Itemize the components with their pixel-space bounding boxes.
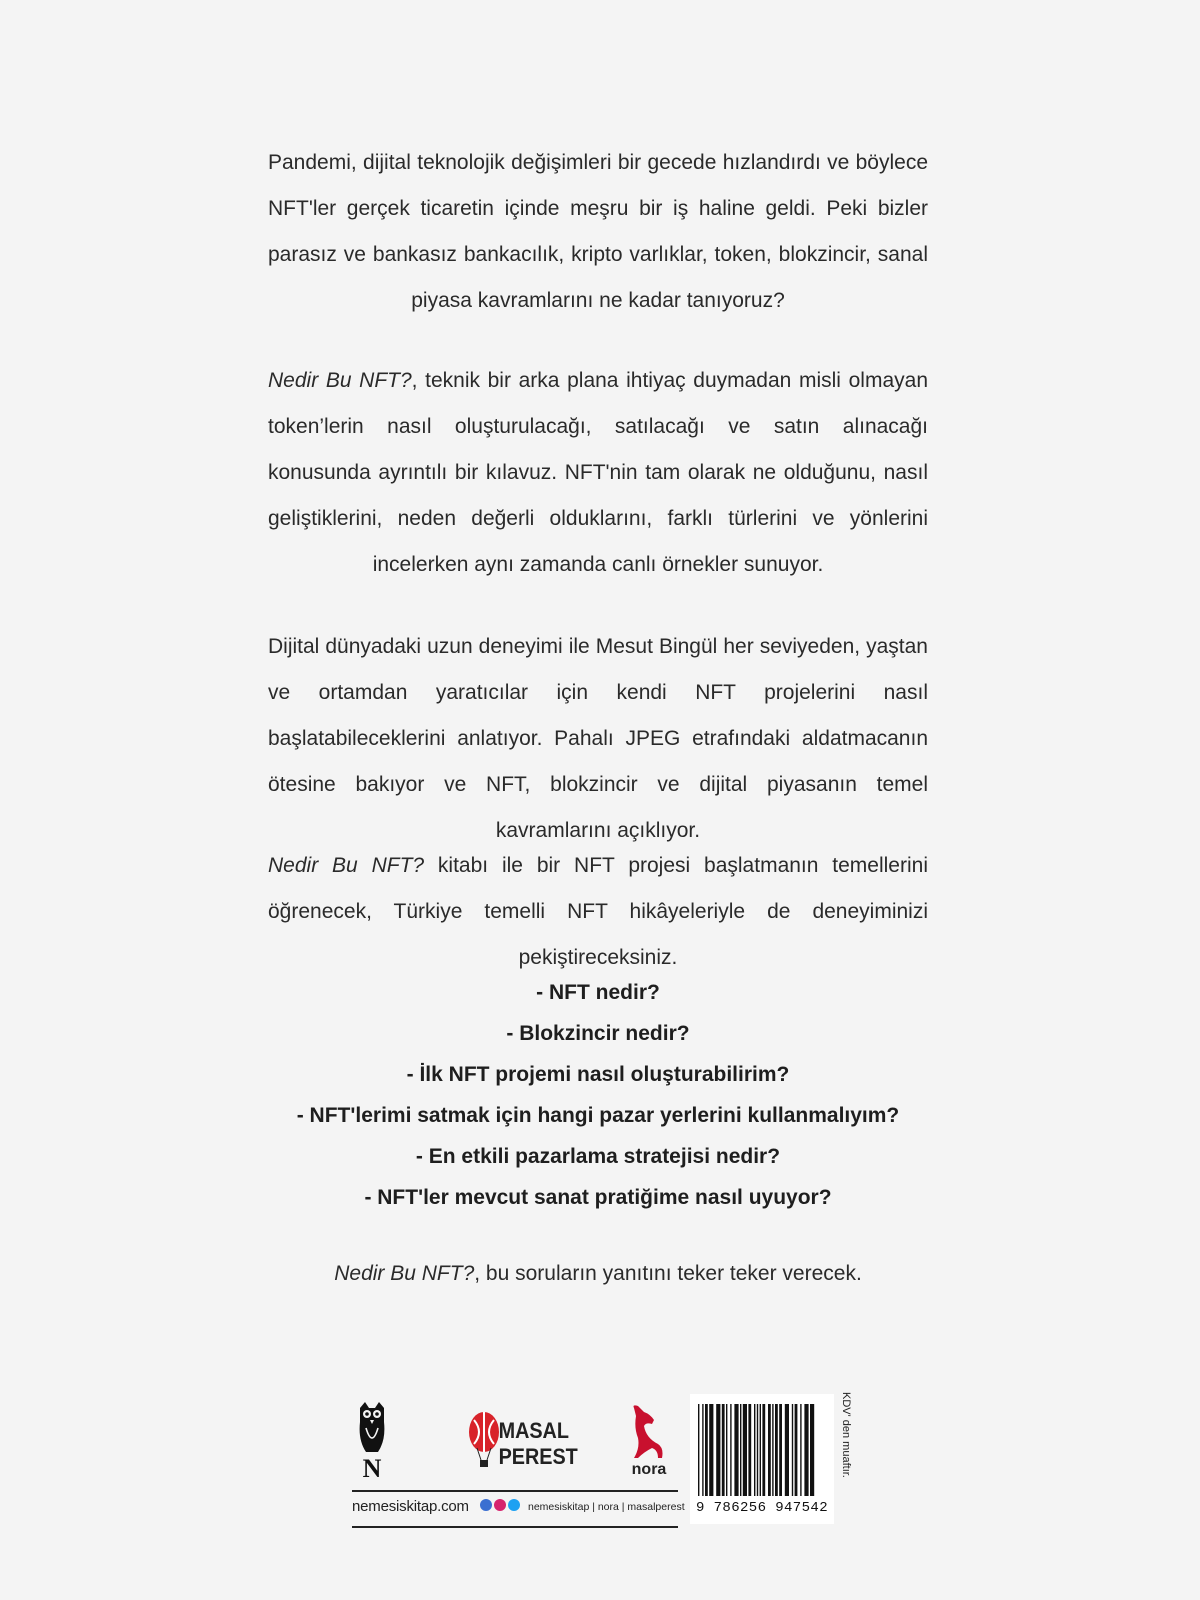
divider-line — [352, 1526, 678, 1528]
barcode-bar — [722, 1404, 725, 1496]
question-item: - İlk NFT projemi nasıl oluşturabilirim? — [406, 1063, 790, 1086]
question-item: - NFT nedir? — [536, 981, 660, 1004]
publisher-block — [352, 1398, 685, 1528]
barcode-bar — [810, 1404, 814, 1496]
barcode-bar — [772, 1404, 773, 1496]
author-text: Dijital dünyadaki uzun deneyimi ile Mesut Bingül her seviyeden, yaştan ve ortamdan yaratıcılar için kendi NFT projelerini nasıl başlatabileceklerini anlatıyor. Pahalı JPEG etrafındaki aldatmacanın ötesine bakıyor ve NFT, blokzincir ve dijital piyasanın temel kavramlarını açıklıyor. — [268, 635, 928, 842]
barcode-bars — [696, 1404, 828, 1498]
barcode-bar — [768, 1404, 771, 1496]
logo-word: MASAL — [498, 1419, 569, 1444]
book-title-italic: Nedir Bu NFT? — [268, 369, 412, 392]
author-paragraph — [268, 624, 928, 854]
vat-exempt-note: KDV' den muaftır. — [840, 1392, 852, 1478]
isbn-barcode — [690, 1394, 834, 1524]
barcode-bar — [762, 1404, 765, 1496]
description-paragraph — [268, 358, 928, 588]
social-handles: nemesiskitap | nora | masalperest — [528, 1501, 685, 1513]
twitter-icon[interactable] — [508, 1499, 520, 1511]
greyhound-icon — [624, 1404, 674, 1478]
barcode-bar — [734, 1404, 738, 1496]
question-item: - En etkili pazarlama stratejisi nedir? — [415, 1145, 781, 1168]
question-item: - NFT'lerimi satmak için hangi pazar yerlerini kullanmalıyım? — [296, 1104, 900, 1127]
book-title-italic: Nedir Bu NFT? — [334, 1262, 475, 1285]
barcode-bar — [726, 1404, 727, 1496]
barcode-bar — [775, 1404, 778, 1496]
social-icons — [480, 1499, 520, 1511]
isbn-number: 9 786256 947542 — [695, 1500, 829, 1516]
barcode-bar — [702, 1404, 703, 1496]
book-title-italic: Nedir Bu NFT? — [268, 854, 425, 877]
barcode-bar — [743, 1404, 747, 1496]
barcode-bar — [730, 1404, 731, 1496]
balloon-icon — [468, 1410, 586, 1474]
intro-paragraph — [268, 140, 928, 324]
publisher-website[interactable]: nemesiskitap.com — [352, 1498, 469, 1515]
barcode-bar — [779, 1404, 782, 1496]
barcode-bar — [716, 1404, 720, 1496]
closing-text: , bu soruların yanıtını teker teker verecek. — [474, 1262, 862, 1285]
intro-text: Pandemi, dijital teknolojik değişimleri bir gecede hızlandırdı ve böylece NFT'ler gerçek ticaretin içinde meşru bir iş haline geldi. Peki bizler parasız ve bankasız bankacılık, kripto varlıklar, token, blokzincir, sanal piyasa kavramlarını ne kadar tanıyoruz? — [268, 151, 928, 312]
barcode-bar — [804, 1404, 808, 1496]
divider-line — [352, 1490, 678, 1492]
barcode-bar — [785, 1404, 789, 1496]
barcode-bar — [754, 1404, 755, 1496]
question-item: - NFT'ler mevcut sanat pratiğime nasıl uyuyor? — [364, 1186, 832, 1209]
barcode-bar — [795, 1404, 798, 1496]
barcode-bar — [792, 1404, 793, 1496]
barcode-bar — [757, 1404, 758, 1496]
barcode-bar — [709, 1404, 713, 1496]
logo-word: PEREST — [498, 1445, 578, 1470]
summary-paragraph — [268, 843, 928, 981]
description-text: , teknik bir arka plana ihtiyaç duymadan misli olmayan token’lerin nasıl oluşturulacağı, satılacağı ve satın alınacağı konusunda ayrıntılı bir kılavuz. NFT'nin tam olarak ne olduğunu, nasıl geliştiklerini, neden değerli olduklarını, farklı türlerini ve yönlerini incelerken aynı zamanda canlı örnekler sunuyor. — [268, 369, 928, 576]
question-item: - Blokzincir nedir? — [506, 1022, 690, 1045]
barcode-bar — [705, 1404, 708, 1496]
facebook-icon[interactable] — [480, 1499, 492, 1511]
barcode-bar — [698, 1404, 699, 1496]
question-list — [268, 972, 928, 1218]
barcode-bar — [740, 1404, 741, 1496]
barcode-bar — [748, 1404, 751, 1496]
summary-text: kitabı ile bir NFT projesi başlatmanın temellerini öğrenecek, Türkiye temelli NFT hikâyeleriyle de deneyiminizi pekiştireceksiniz. — [268, 854, 928, 969]
barcode-bar — [800, 1404, 801, 1496]
closing-line — [268, 1258, 928, 1290]
owl-icon — [352, 1400, 392, 1480]
instagram-icon[interactable] — [494, 1499, 506, 1511]
barcode-bar — [760, 1404, 761, 1496]
logo-letter: N — [362, 1454, 382, 1480]
logo-word: nora — [631, 1461, 667, 1478]
